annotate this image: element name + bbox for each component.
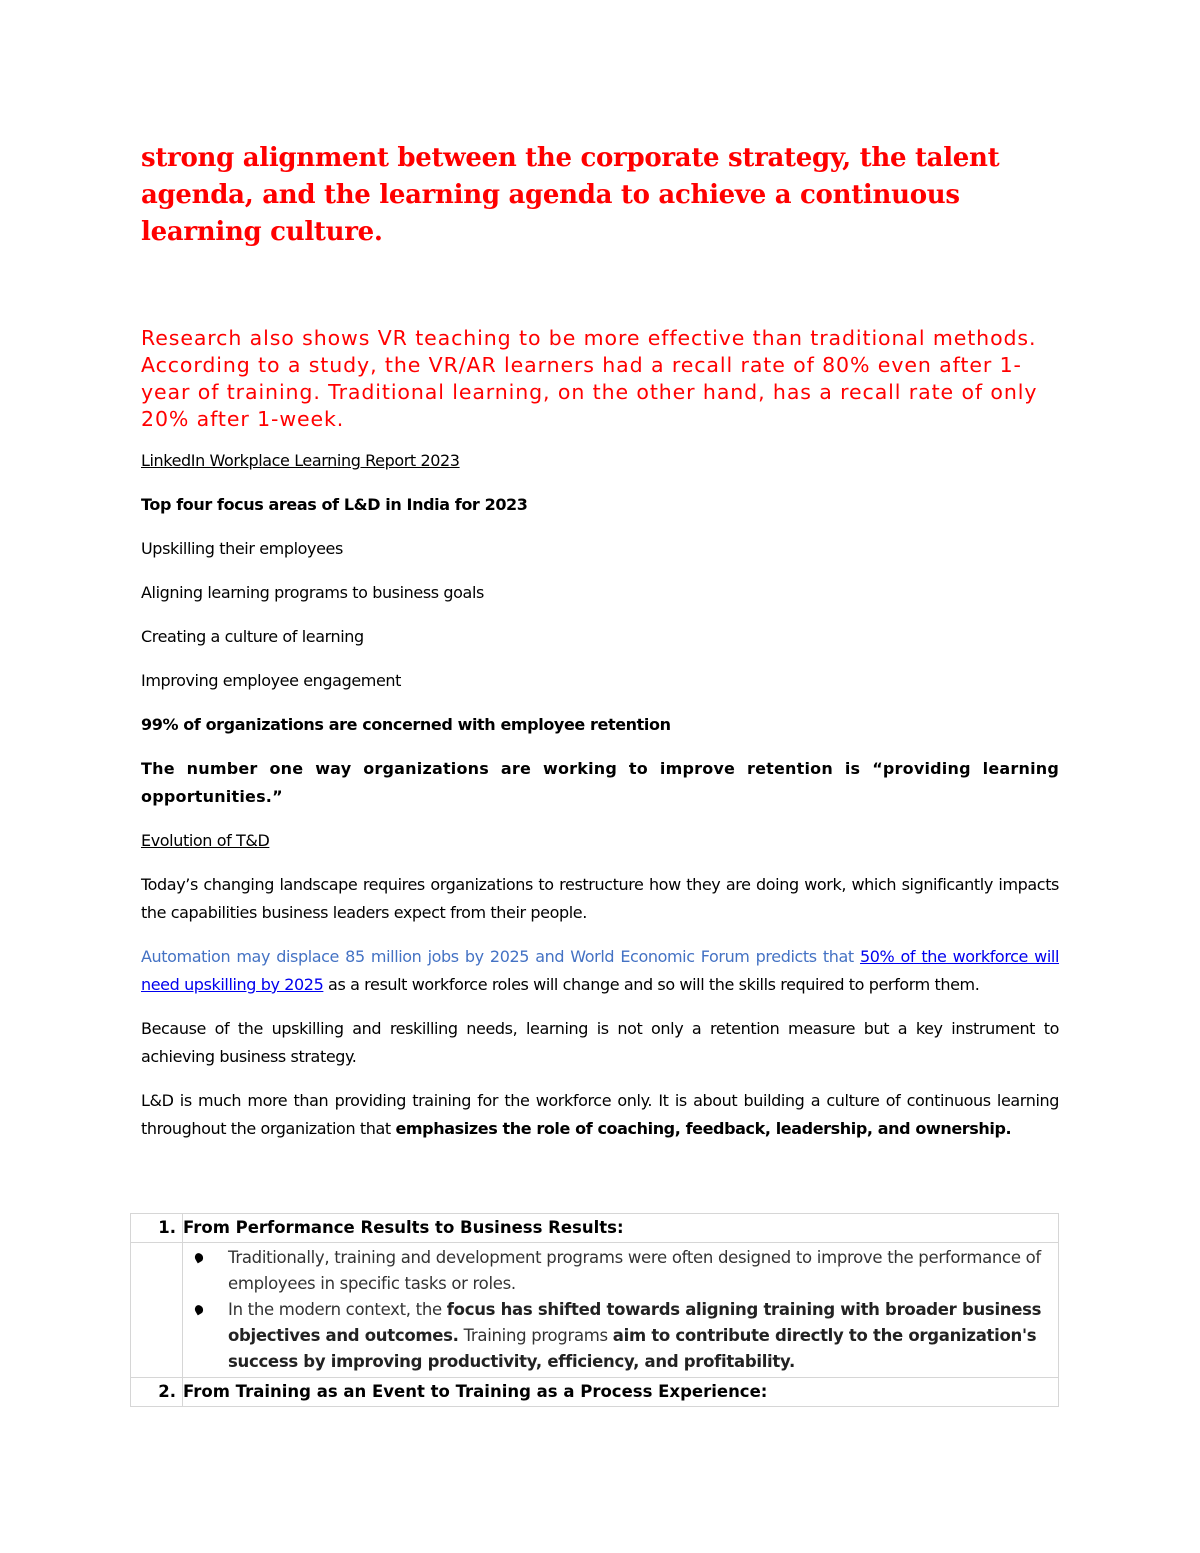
bullet-icon (193, 1252, 204, 1264)
outline-bullets-cell (183, 1243, 1059, 1378)
bullet-2-d: aim to contribute directly to the organization's success by improving productivity, efficiency, and profitability. (228, 1326, 1037, 1371)
lnd-bold: emphasizes the role of coaching, feedback, leadership, and ownership. (395, 1119, 1012, 1138)
outline-bullet-list (183, 1243, 1058, 1377)
outline-title-1-text: From Performance Results to Business Results: (183, 1218, 624, 1237)
focus-heading: Top four focus areas of L&D in India for 2023 (141, 495, 528, 514)
bullet-2-b: focus has shifted towards aligning training with broader business objectives and outcomes. (228, 1300, 1042, 1345)
evolution-title: Evolution of T&D (141, 831, 270, 850)
outline-title-1 (183, 1214, 1059, 1243)
outline-row-1 (131, 1214, 1059, 1243)
outline-row-1-bullets (131, 1243, 1059, 1378)
retention-stat: 99% of organizations are concerned with employee retention (141, 715, 671, 734)
lnd-lead: L&D is much more than providing training for the workforce only. It is about building a culture of continuous learning throughout the organization that (141, 1091, 1059, 1138)
report-title: LinkedIn Workplace Learning Report 2023 (141, 451, 460, 470)
list-item (183, 1297, 1058, 1375)
upskilling-paragraph: Because of the upskilling and reskilling needs, learning is not only a retention measure but a key instrument to achieving business strategy. (141, 1019, 1059, 1066)
outline-title-2 (183, 1378, 1059, 1407)
evolution-outline-table (130, 1213, 1059, 1407)
focus-area-1: Upskilling their employees (141, 539, 343, 558)
automation-paragraph (141, 943, 1059, 999)
outline-number-1: 1. (131, 1214, 183, 1243)
outline-spacer (131, 1243, 183, 1378)
focus-area-2: Aligning learning programs to business goals (141, 583, 484, 602)
bullet-2-c: Training programs (458, 1326, 613, 1345)
focus-area-4: Improving employee engagement (141, 671, 402, 690)
outline-number-2: 2. (131, 1378, 183, 1407)
outline-row-2 (131, 1378, 1059, 1407)
bullet-icon (193, 1304, 204, 1316)
headline: strong alignment between the corporate strategy, the talent agenda, and the learning agenda to achieve a continuous learning culture. (141, 143, 1000, 247)
list-item (183, 1245, 1058, 1297)
outline-title-2-text: From Training as an Event to Training as a Process Experience: (183, 1382, 768, 1401)
focus-area-3: Creating a culture of learning (141, 627, 364, 646)
document-page (141, 140, 1059, 1143)
automation-tail: as a result workforce roles will change and so will the skills required to perform them. (323, 975, 980, 994)
lnd-paragraph (141, 1087, 1059, 1143)
retention-way: The number one way organizations are working to improve retention is “providing learning opportunities.” (141, 759, 1059, 806)
bullet-2-a: In the modern context, the (228, 1300, 447, 1319)
landscape-paragraph: Today’s changing landscape requires organizations to restructure how they are doing work, which significantly impacts the capabilities business leaders expect from their people. (141, 875, 1059, 922)
research-paragraph: Research also shows VR teaching to be more effective than traditional methods. According to a study, the VR/AR learners had a recall rate of 80% even after 1-year of training. Traditional learning, on the other hand, has a recall rate of only 20% after 1-week. (141, 326, 1038, 431)
bullet-1-text: Traditionally, training and development programs were often designed to improve the performance of employees in specific tasks or roles. (228, 1248, 1041, 1293)
upskilling-link[interactable]: 50% of the workforce will need upskilling by 2025 (141, 947, 1059, 994)
automation-lead: Automation may displace 85 million jobs by 2025 and World Economic Forum predicts that (141, 947, 860, 966)
